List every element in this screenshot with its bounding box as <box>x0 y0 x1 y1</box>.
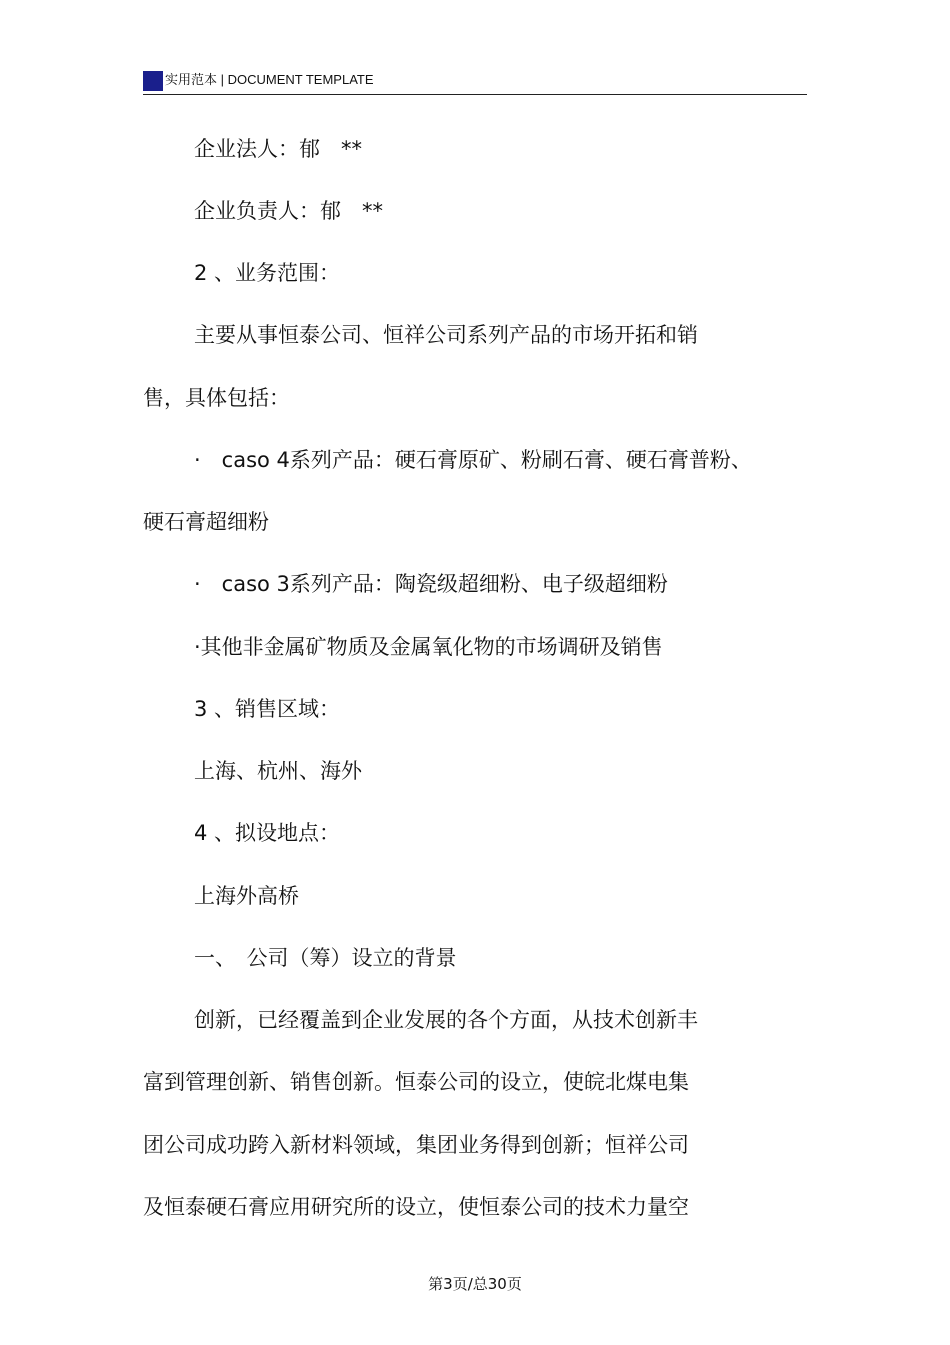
page-number: 第3页/总30页 <box>428 1275 522 1293</box>
text-line-legal-person: 企业法人：郁 ** <box>194 137 362 161</box>
section-heading-background: 一、 公司（筹）设立的背景 <box>194 946 457 970</box>
section-heading-sales-region: 3 、销售区域： <box>194 697 341 721</box>
list-item-caso4: · caso 4系列产品：硬石膏原矿、粉刷石膏、硬石膏普粉、 <box>194 448 752 472</box>
text-line: 硬石膏超细粉 <box>143 510 269 534</box>
text-line: 创新，已经覆盖到企业发展的各个方面，从技术创新丰 <box>194 1008 698 1032</box>
page-header <box>143 70 807 95</box>
text-line: 团公司成功跨入新材料领域，集团业务得到创新；恒祥公司 <box>143 1133 689 1157</box>
text-line-manager: 企业负责人：郁 ** <box>194 199 383 223</box>
text-line: 售，具体包括： <box>143 386 290 410</box>
header-title: 实用范本 | DOCUMENT TEMPLATE <box>165 72 374 87</box>
list-item-caso3: · caso 3系列产品：陶瓷级超细粉、电子级超细粉 <box>194 572 668 596</box>
section-heading-location: 4 、拟设地点： <box>194 821 341 845</box>
text-line: 主要从事恒泰公司、恒祥公司系列产品的市场开拓和销 <box>194 323 698 347</box>
template-logo-icon <box>143 71 163 91</box>
text-line: 富到管理创新、销售创新。恒泰公司的设立，使皖北煤电集 <box>143 1070 689 1094</box>
text-line: 及恒泰硬石膏应用研究所的设立，使恒泰公司的技术力量空 <box>143 1195 689 1219</box>
text-line: 上海外高桥 <box>194 884 299 908</box>
list-item-other: ·其他非金属矿物质及金属氧化物的市场调研及销售 <box>194 635 663 659</box>
text-line: 上海、杭州、海外 <box>194 759 362 783</box>
section-heading-business-scope: 2 、业务范围： <box>194 261 341 285</box>
